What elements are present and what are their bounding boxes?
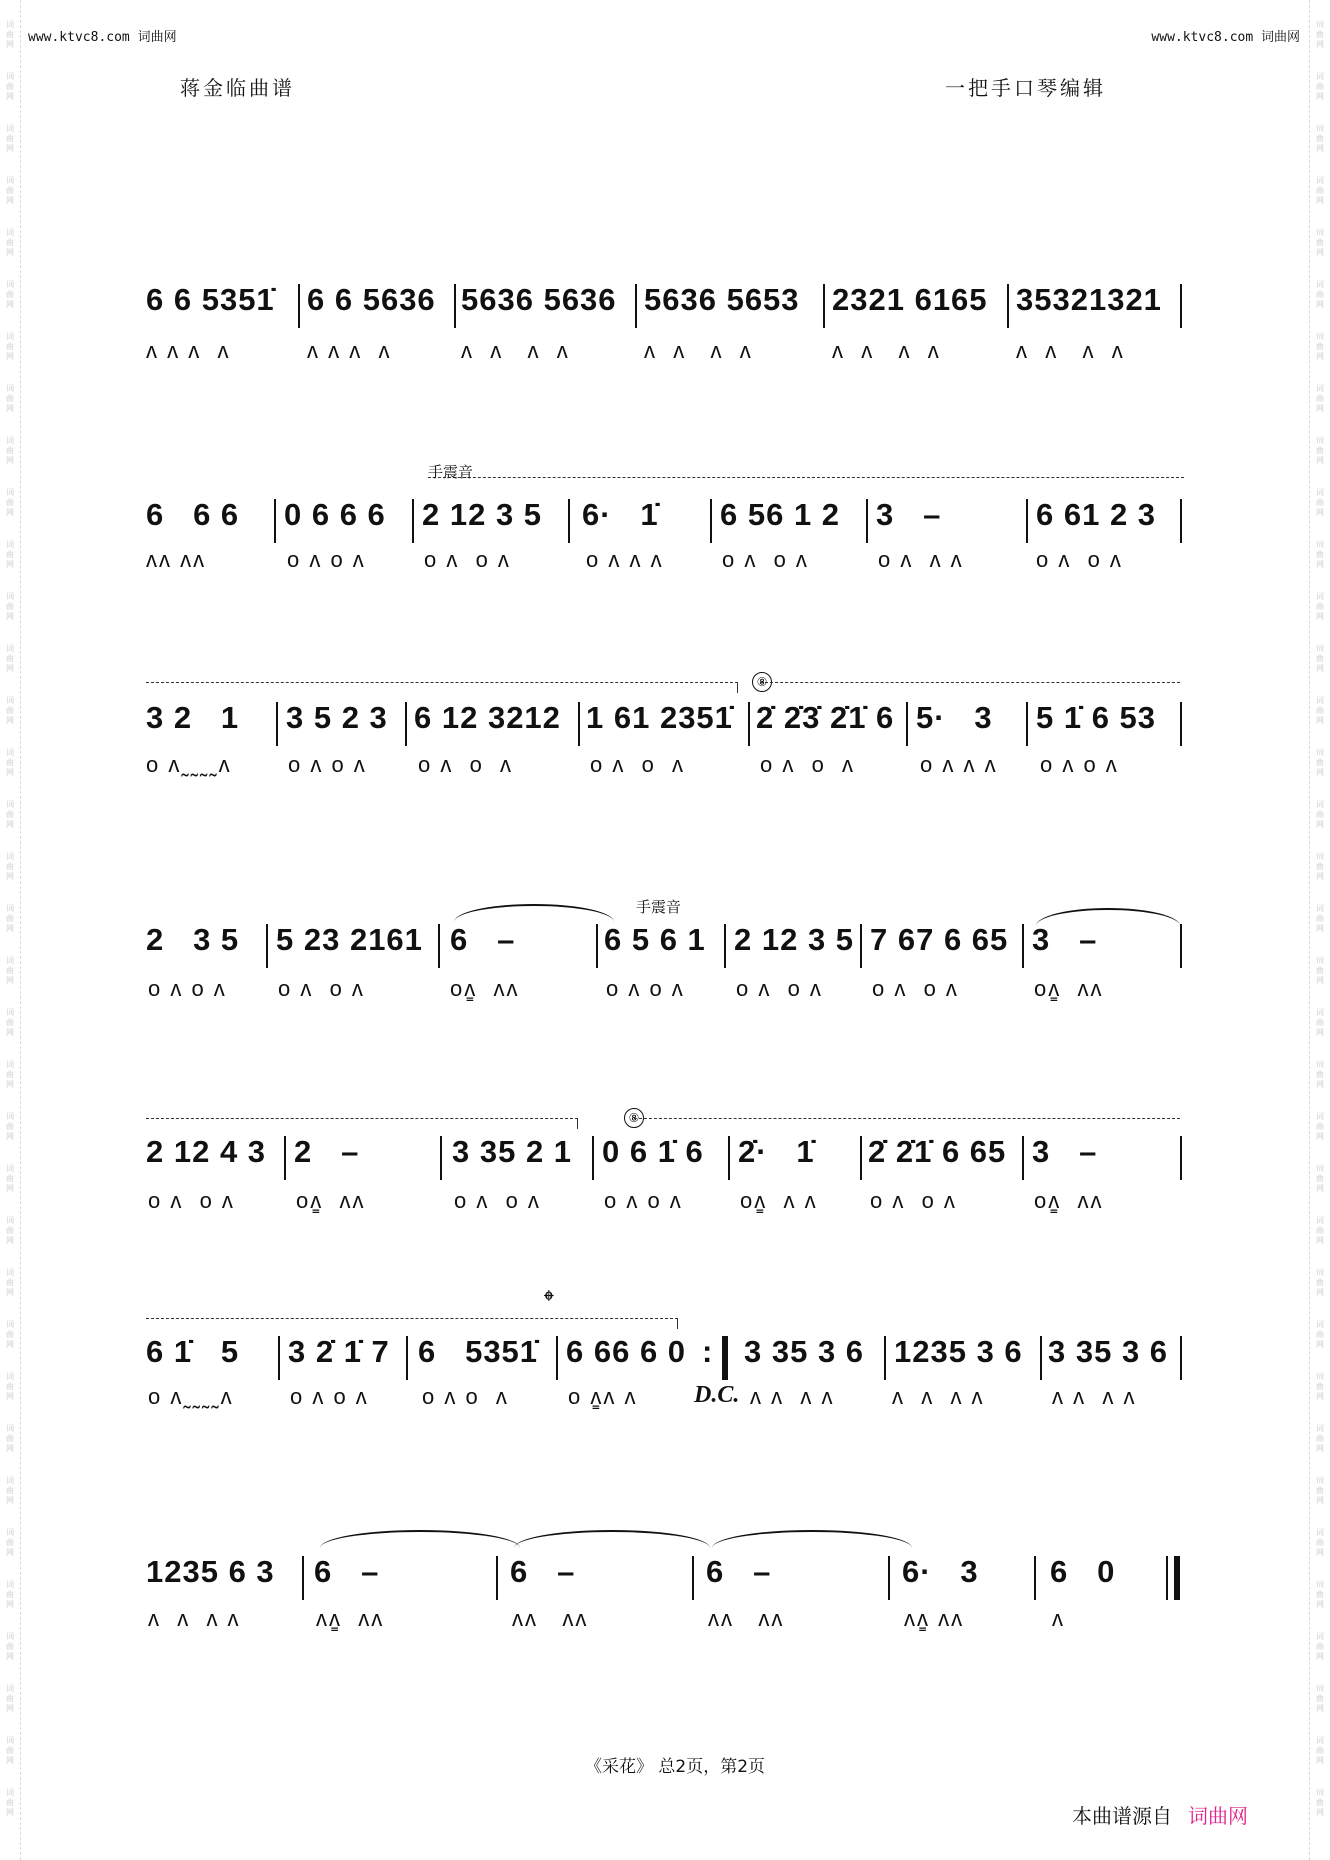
score-author: 蒋金临曲谱 bbox=[180, 76, 295, 100]
side-watermark-text: 词曲网 bbox=[6, 852, 14, 881]
barline bbox=[823, 284, 825, 328]
side-watermark-text: 词曲网 bbox=[1316, 1476, 1324, 1505]
measure: 6 – bbox=[706, 1554, 772, 1589]
repeat-barline bbox=[722, 1336, 728, 1380]
measure: 0 6 6 6 bbox=[284, 497, 386, 532]
breath-marks: ʌ ʌ ʌ ʌ bbox=[148, 1606, 241, 1631]
breath-marks: ʌ ʌ ʌ ʌ bbox=[1052, 1384, 1137, 1409]
side-watermark-text: 词曲网 bbox=[6, 1164, 14, 1193]
barline bbox=[276, 702, 278, 746]
side-watermark-text: 词曲网 bbox=[6, 800, 14, 829]
barline bbox=[1007, 284, 1009, 328]
side-watermark-text: 词曲网 bbox=[1316, 332, 1324, 361]
side-watermark-text: 词曲网 bbox=[1316, 852, 1324, 881]
side-watermark-text: 词曲网 bbox=[6, 1060, 14, 1089]
breath-marks: oʌ̳ ʌʌ bbox=[1034, 976, 1104, 1001]
side-watermark-text: 词曲网 bbox=[6, 1788, 14, 1817]
barline bbox=[724, 924, 726, 968]
octave-dashline bbox=[146, 682, 738, 683]
side-watermark-text: 词曲网 bbox=[6, 696, 14, 725]
barline bbox=[1180, 499, 1182, 543]
breath-marks: o ʌ o ʌ bbox=[722, 547, 809, 572]
side-watermark-text: 词曲网 bbox=[1316, 228, 1324, 257]
side-watermark-text: 词曲网 bbox=[1316, 1112, 1324, 1141]
side-watermark-text: 词曲网 bbox=[1316, 644, 1324, 673]
side-watermark-text: 词曲网 bbox=[1316, 20, 1324, 49]
barline bbox=[278, 1336, 280, 1380]
side-watermark-text: 词曲网 bbox=[6, 488, 14, 517]
barline bbox=[298, 284, 300, 328]
breath-marks: o ʌ o ʌ bbox=[1036, 547, 1123, 572]
breath-marks: o ʌ o ʌ bbox=[736, 976, 823, 1001]
barline bbox=[866, 499, 868, 543]
breath-marks: o ʌ o ʌ bbox=[287, 547, 366, 572]
side-watermark-text: 词曲网 bbox=[6, 1320, 14, 1349]
measure: 3 35 3 6 bbox=[744, 1334, 865, 1369]
breath-marks: o ʌ o ʌ bbox=[148, 1188, 235, 1213]
dc-marking: D.C. bbox=[694, 1382, 740, 1408]
breath-marks: o ʌ o ʌ bbox=[288, 752, 367, 777]
barline bbox=[1022, 924, 1024, 968]
side-watermark-text: 词曲网 bbox=[1316, 488, 1324, 517]
octave-mark: ⑧ bbox=[752, 672, 772, 692]
side-watermark-text: 词曲网 bbox=[6, 228, 14, 257]
breath-marks: o ʌ o ʌ bbox=[424, 547, 511, 572]
breath-marks: o ʌ o ʌ bbox=[278, 976, 365, 1001]
breath-marks: o ʌ o ʌ bbox=[148, 976, 227, 1001]
octave-dashline bbox=[428, 477, 1184, 478]
breath-marks: o ʌ˷˷˷˷ʌ bbox=[148, 1384, 234, 1409]
side-watermark-text: 词曲网 bbox=[1316, 1684, 1324, 1713]
repeat-sign: : bbox=[702, 1334, 714, 1369]
side-watermark-text: 词曲网 bbox=[6, 592, 14, 621]
measure: 3 35 3 6 bbox=[1048, 1334, 1169, 1369]
side-watermark-text: 词曲网 bbox=[1316, 1580, 1324, 1609]
side-watermark-text: 词曲网 bbox=[6, 72, 14, 101]
measure: 2 12 4 3 bbox=[146, 1134, 267, 1169]
measure: 2 12 3 5 bbox=[422, 497, 543, 532]
barline bbox=[692, 1556, 694, 1600]
octave-dashline bbox=[146, 1318, 678, 1319]
breath-marks: ʌ ʌ ʌ ʌ bbox=[1016, 338, 1125, 363]
breath-marks: o ʌ o ʌ bbox=[606, 976, 685, 1001]
barline bbox=[596, 924, 598, 968]
side-watermark-text: 词曲网 bbox=[6, 280, 14, 309]
side-watermark-text: 词曲网 bbox=[6, 1684, 14, 1713]
side-watermark-text: 词曲网 bbox=[6, 1268, 14, 1297]
barline bbox=[884, 1336, 886, 1380]
measure: 3 2̇ 1̇ 7 bbox=[288, 1334, 390, 1369]
measure: 6 12 3212 bbox=[414, 700, 561, 735]
side-watermark-text: 词曲网 bbox=[6, 1528, 14, 1557]
barline bbox=[1180, 1336, 1182, 1380]
breath-marks: ʌʌ̳ ʌʌ bbox=[316, 1606, 385, 1631]
octave-dashline bbox=[634, 1118, 1180, 1119]
side-watermark-text: 词曲网 bbox=[6, 384, 14, 413]
breath-marks: oʌ̳ ʌʌ bbox=[450, 976, 520, 1001]
breath-marks: ʌ ʌ ʌ ʌ bbox=[832, 338, 941, 363]
side-watermark-text: 词曲网 bbox=[1316, 748, 1324, 777]
side-watermark-text: 词曲网 bbox=[1316, 1268, 1324, 1297]
breath-marks: o ʌ ʌ ʌ bbox=[878, 547, 964, 572]
measure: 6 – bbox=[314, 1554, 380, 1589]
barline bbox=[1180, 1136, 1182, 1180]
staff-row-2 bbox=[0, 463, 1330, 625]
breath-marks: oʌ̳ ʌʌ bbox=[296, 1188, 366, 1213]
staff-row-5 bbox=[0, 1112, 1330, 1262]
side-watermark-text: 词曲网 bbox=[1316, 176, 1324, 205]
side-watermark-text: 词曲网 bbox=[1316, 384, 1324, 413]
side-watermark-text: 词曲网 bbox=[1316, 1424, 1324, 1453]
tie-slur bbox=[454, 904, 614, 922]
breath-marks: oʌ̳ ʌ ʌ bbox=[740, 1188, 818, 1213]
measure: 2̇ 2̇1̇ 6 65 bbox=[868, 1134, 1007, 1169]
side-watermark-text: 词曲网 bbox=[6, 1580, 14, 1609]
top-left-watermark: www.ktvc8.com 词曲网 bbox=[28, 30, 177, 45]
breath-marks: ʌ ʌ ʌ ʌ bbox=[644, 338, 753, 363]
page-footer: 《采花》 总2页，第2页 bbox=[585, 1757, 766, 1777]
measure: 3 5 2 3 bbox=[286, 700, 388, 735]
side-watermark-text: 词曲网 bbox=[1316, 540, 1324, 569]
barline bbox=[412, 499, 414, 543]
octave-mark: ⑧ bbox=[624, 1108, 644, 1128]
side-watermark-text: 词曲网 bbox=[6, 748, 14, 777]
measure: 6 6 6 bbox=[146, 497, 240, 532]
breath-marks: ʌ ʌ ʌ ʌ bbox=[146, 338, 231, 363]
side-watermark-text: 词曲网 bbox=[1316, 696, 1324, 725]
final-barline bbox=[1174, 1556, 1180, 1600]
measure: 3 2 1 bbox=[146, 700, 240, 735]
measure: 6 0 bbox=[1050, 1554, 1116, 1589]
breath-marks: ʌ ʌ ʌ ʌ bbox=[461, 338, 570, 363]
barline bbox=[578, 702, 580, 746]
measure: 2̇ 2̇3̇ 2̇1̇ 6 bbox=[756, 700, 895, 735]
tie-slur bbox=[712, 1530, 912, 1548]
measure: 3 – bbox=[1032, 922, 1098, 957]
barline bbox=[888, 1556, 890, 1600]
breath-marks: o ʌ o ʌ bbox=[870, 1188, 957, 1213]
breath-marks: o ʌ o ʌ bbox=[418, 752, 514, 777]
side-watermark-text: 词曲网 bbox=[1316, 1164, 1324, 1193]
side-watermark-text: 词曲网 bbox=[6, 904, 14, 933]
side-watermark-text: 词曲网 bbox=[6, 332, 14, 361]
measure: 5· 3 bbox=[916, 700, 993, 735]
measure: 35321321 bbox=[1016, 282, 1162, 317]
barline bbox=[860, 924, 862, 968]
barline bbox=[496, 1556, 498, 1600]
tremolo-label: 手震音 bbox=[636, 898, 682, 916]
staff-row-3 bbox=[0, 675, 1330, 830]
side-watermark-text: 词曲网 bbox=[6, 1632, 14, 1661]
side-watermark-text: 词曲网 bbox=[1316, 1788, 1324, 1817]
side-watermark-text: 词曲网 bbox=[6, 176, 14, 205]
barline bbox=[1180, 924, 1182, 968]
breath-marks: ʌ bbox=[1052, 1606, 1065, 1631]
side-watermark-text: 词曲网 bbox=[6, 20, 14, 49]
barline bbox=[635, 284, 637, 328]
measure: 6 56 1 2 bbox=[720, 497, 841, 532]
side-watermark-text: 词曲网 bbox=[6, 124, 14, 153]
measure: 3 – bbox=[876, 497, 942, 532]
measure: 2 3 5 bbox=[146, 922, 240, 957]
breath-marks: oʌ̳ ʌʌ bbox=[1034, 1188, 1104, 1213]
barline bbox=[274, 499, 276, 543]
measure: 1235 6 3 bbox=[146, 1554, 275, 1589]
score-editor: 一把手口琴编辑 bbox=[945, 76, 1106, 100]
measure: 6 6 5636 bbox=[307, 282, 436, 317]
barline bbox=[406, 1336, 408, 1380]
side-watermark-text: 词曲网 bbox=[6, 956, 14, 985]
side-watermark-text: 词曲网 bbox=[6, 1112, 14, 1141]
side-watermark-text: 词曲网 bbox=[6, 644, 14, 673]
breath-marks: ʌ ʌ ʌ ʌ bbox=[750, 1384, 835, 1409]
side-watermark-text: 词曲网 bbox=[1316, 1632, 1324, 1661]
tie-slur bbox=[514, 1530, 710, 1548]
barline bbox=[1026, 702, 1028, 746]
breath-marks: ʌ ʌ ʌ ʌ bbox=[307, 338, 392, 363]
measure: 5 1̇ 6 53 bbox=[1036, 700, 1157, 735]
breath-marks: o ʌ o ʌ bbox=[760, 752, 856, 777]
barline bbox=[284, 1136, 286, 1180]
staff-row-6 bbox=[0, 1284, 1330, 1450]
side-watermark-text: 词曲网 bbox=[1316, 800, 1324, 829]
barline bbox=[568, 499, 570, 543]
side-watermark-text: 词曲网 bbox=[1316, 72, 1324, 101]
breath-marks: o ʌ o ʌ bbox=[454, 1188, 541, 1213]
barline bbox=[266, 924, 268, 968]
measure: 6 – bbox=[510, 1554, 576, 1589]
staff-row-4 bbox=[0, 900, 1330, 1050]
breath-marks: ʌ ʌ ʌ ʌ bbox=[892, 1384, 985, 1409]
octave-dashline bbox=[760, 682, 1180, 683]
measure: 6 61 2 3 bbox=[1036, 497, 1157, 532]
measure: 5636 5653 bbox=[644, 282, 800, 317]
breath-marks: o ʌ o ʌ bbox=[290, 1384, 369, 1409]
side-watermark-text: 词曲网 bbox=[1316, 1216, 1324, 1245]
source-brand-link[interactable]: 词曲网 bbox=[1188, 1804, 1248, 1828]
source-credit bbox=[1072, 1800, 1248, 1829]
barline bbox=[1022, 1136, 1024, 1180]
staff-row-1 bbox=[0, 280, 1330, 430]
side-watermark-text: 词曲网 bbox=[1316, 956, 1324, 985]
breath-marks: ʌʌ ʌʌ bbox=[146, 547, 207, 572]
side-watermark-text: 词曲网 bbox=[6, 1424, 14, 1453]
side-watermark-text: 词曲网 bbox=[1316, 124, 1324, 153]
breath-marks: o ʌ o ʌ bbox=[422, 1384, 509, 1409]
measure: 2̇· 1̇ bbox=[738, 1134, 815, 1169]
barline bbox=[1040, 1336, 1042, 1380]
barline bbox=[592, 1136, 594, 1180]
side-watermark-text: 词曲网 bbox=[1316, 436, 1324, 465]
barline bbox=[1034, 1556, 1036, 1600]
breath-marks: o ʌ o ʌ bbox=[590, 752, 686, 777]
barline bbox=[440, 1136, 442, 1180]
tremolo-label: 手震音 bbox=[428, 463, 474, 481]
breath-marks: o ʌ o ʌ bbox=[872, 976, 959, 1001]
measure: 6 6 5351̇ bbox=[146, 282, 275, 317]
side-watermark-text: 词曲网 bbox=[1316, 280, 1324, 309]
octave-dashline bbox=[146, 1118, 578, 1119]
measure: 2 12 3 5 bbox=[734, 922, 855, 957]
breath-marks: ʌʌ ʌʌ bbox=[512, 1606, 589, 1631]
measure: 2 – bbox=[294, 1134, 360, 1169]
barline bbox=[405, 702, 407, 746]
side-watermark-text: 词曲网 bbox=[6, 1216, 14, 1245]
barline bbox=[302, 1556, 304, 1600]
side-watermark-text: 词曲网 bbox=[1316, 1372, 1324, 1401]
breath-marks: o ʌ ʌ ʌ bbox=[920, 752, 998, 777]
staff-row-7 bbox=[0, 1510, 1330, 1660]
measure: 2321 6165 bbox=[832, 282, 988, 317]
side-watermark-text: 词曲网 bbox=[6, 1476, 14, 1505]
measure: 6· 1̇ bbox=[582, 497, 659, 532]
side-watermark-text: 词曲网 bbox=[6, 436, 14, 465]
barline bbox=[710, 499, 712, 543]
side-watermark-text: 词曲网 bbox=[1316, 1736, 1324, 1765]
barline bbox=[860, 1136, 862, 1180]
measure: 1235 3 6 bbox=[894, 1334, 1023, 1369]
breath-marks: o ʌ ʌ ʌ bbox=[586, 547, 664, 572]
measure: 0 6 1̇ 6 bbox=[602, 1134, 704, 1169]
barline bbox=[906, 702, 908, 746]
measure: 5 23 2161 bbox=[276, 922, 423, 957]
top-right-watermark: www.ktvc8.com 词曲网 bbox=[1151, 30, 1300, 45]
side-watermark-text: 词曲网 bbox=[1316, 1008, 1324, 1037]
side-watermark-text: 词曲网 bbox=[6, 540, 14, 569]
barline bbox=[1026, 499, 1028, 543]
barline bbox=[556, 1336, 558, 1380]
side-watermark-text: 词曲网 bbox=[1316, 1528, 1324, 1557]
barline bbox=[1180, 702, 1182, 746]
measure: 6· 3 bbox=[902, 1554, 979, 1589]
tie-slur bbox=[320, 1530, 520, 1548]
measure: 3 35 2 1 bbox=[452, 1134, 573, 1169]
barline bbox=[728, 1136, 730, 1180]
measure: 6 5351̇ bbox=[418, 1334, 539, 1369]
breath-marks: o ʌ o ʌ bbox=[604, 1188, 683, 1213]
barline bbox=[748, 702, 750, 746]
barline bbox=[454, 284, 456, 328]
measure: 6 1̇ 5 bbox=[146, 1334, 240, 1369]
barline bbox=[1180, 284, 1182, 328]
breath-marks: ʌʌ̳ ʌʌ bbox=[904, 1606, 965, 1631]
measure: 7 67 6 65 bbox=[870, 922, 1009, 957]
breath-marks: ʌʌ ʌʌ bbox=[708, 1606, 785, 1631]
coda-sign: 𝄌 bbox=[544, 1284, 554, 1317]
barline bbox=[1166, 1556, 1168, 1600]
measure: 6 5 6 1 bbox=[604, 922, 706, 957]
breath-marks: o ʌ o ʌ bbox=[1040, 752, 1119, 777]
side-watermark-text: 词曲网 bbox=[6, 1008, 14, 1037]
side-watermark-text: 词曲网 bbox=[6, 1736, 14, 1765]
side-watermark-text: 词曲网 bbox=[1316, 1060, 1324, 1089]
side-watermark-text: 词曲网 bbox=[1316, 904, 1324, 933]
measure: 6 66 6 0 bbox=[566, 1334, 687, 1369]
barline bbox=[438, 924, 440, 968]
breath-marks: o ʌ̳ʌ ʌ bbox=[568, 1384, 638, 1409]
side-watermark-text: 词曲网 bbox=[1316, 592, 1324, 621]
measure: 1 61 2351̇ bbox=[586, 700, 733, 735]
side-watermark-text: 词曲网 bbox=[1316, 1320, 1324, 1349]
breath-marks: o ʌ˷˷˷˷ʌ bbox=[146, 752, 232, 777]
measure: 6 – bbox=[450, 922, 516, 957]
measure: 3 – bbox=[1032, 1134, 1098, 1169]
source-label: 本曲谱源自 bbox=[1072, 1804, 1172, 1828]
measure: 5636 5636 bbox=[461, 282, 617, 317]
side-watermark-text: 词曲网 bbox=[6, 1372, 14, 1401]
